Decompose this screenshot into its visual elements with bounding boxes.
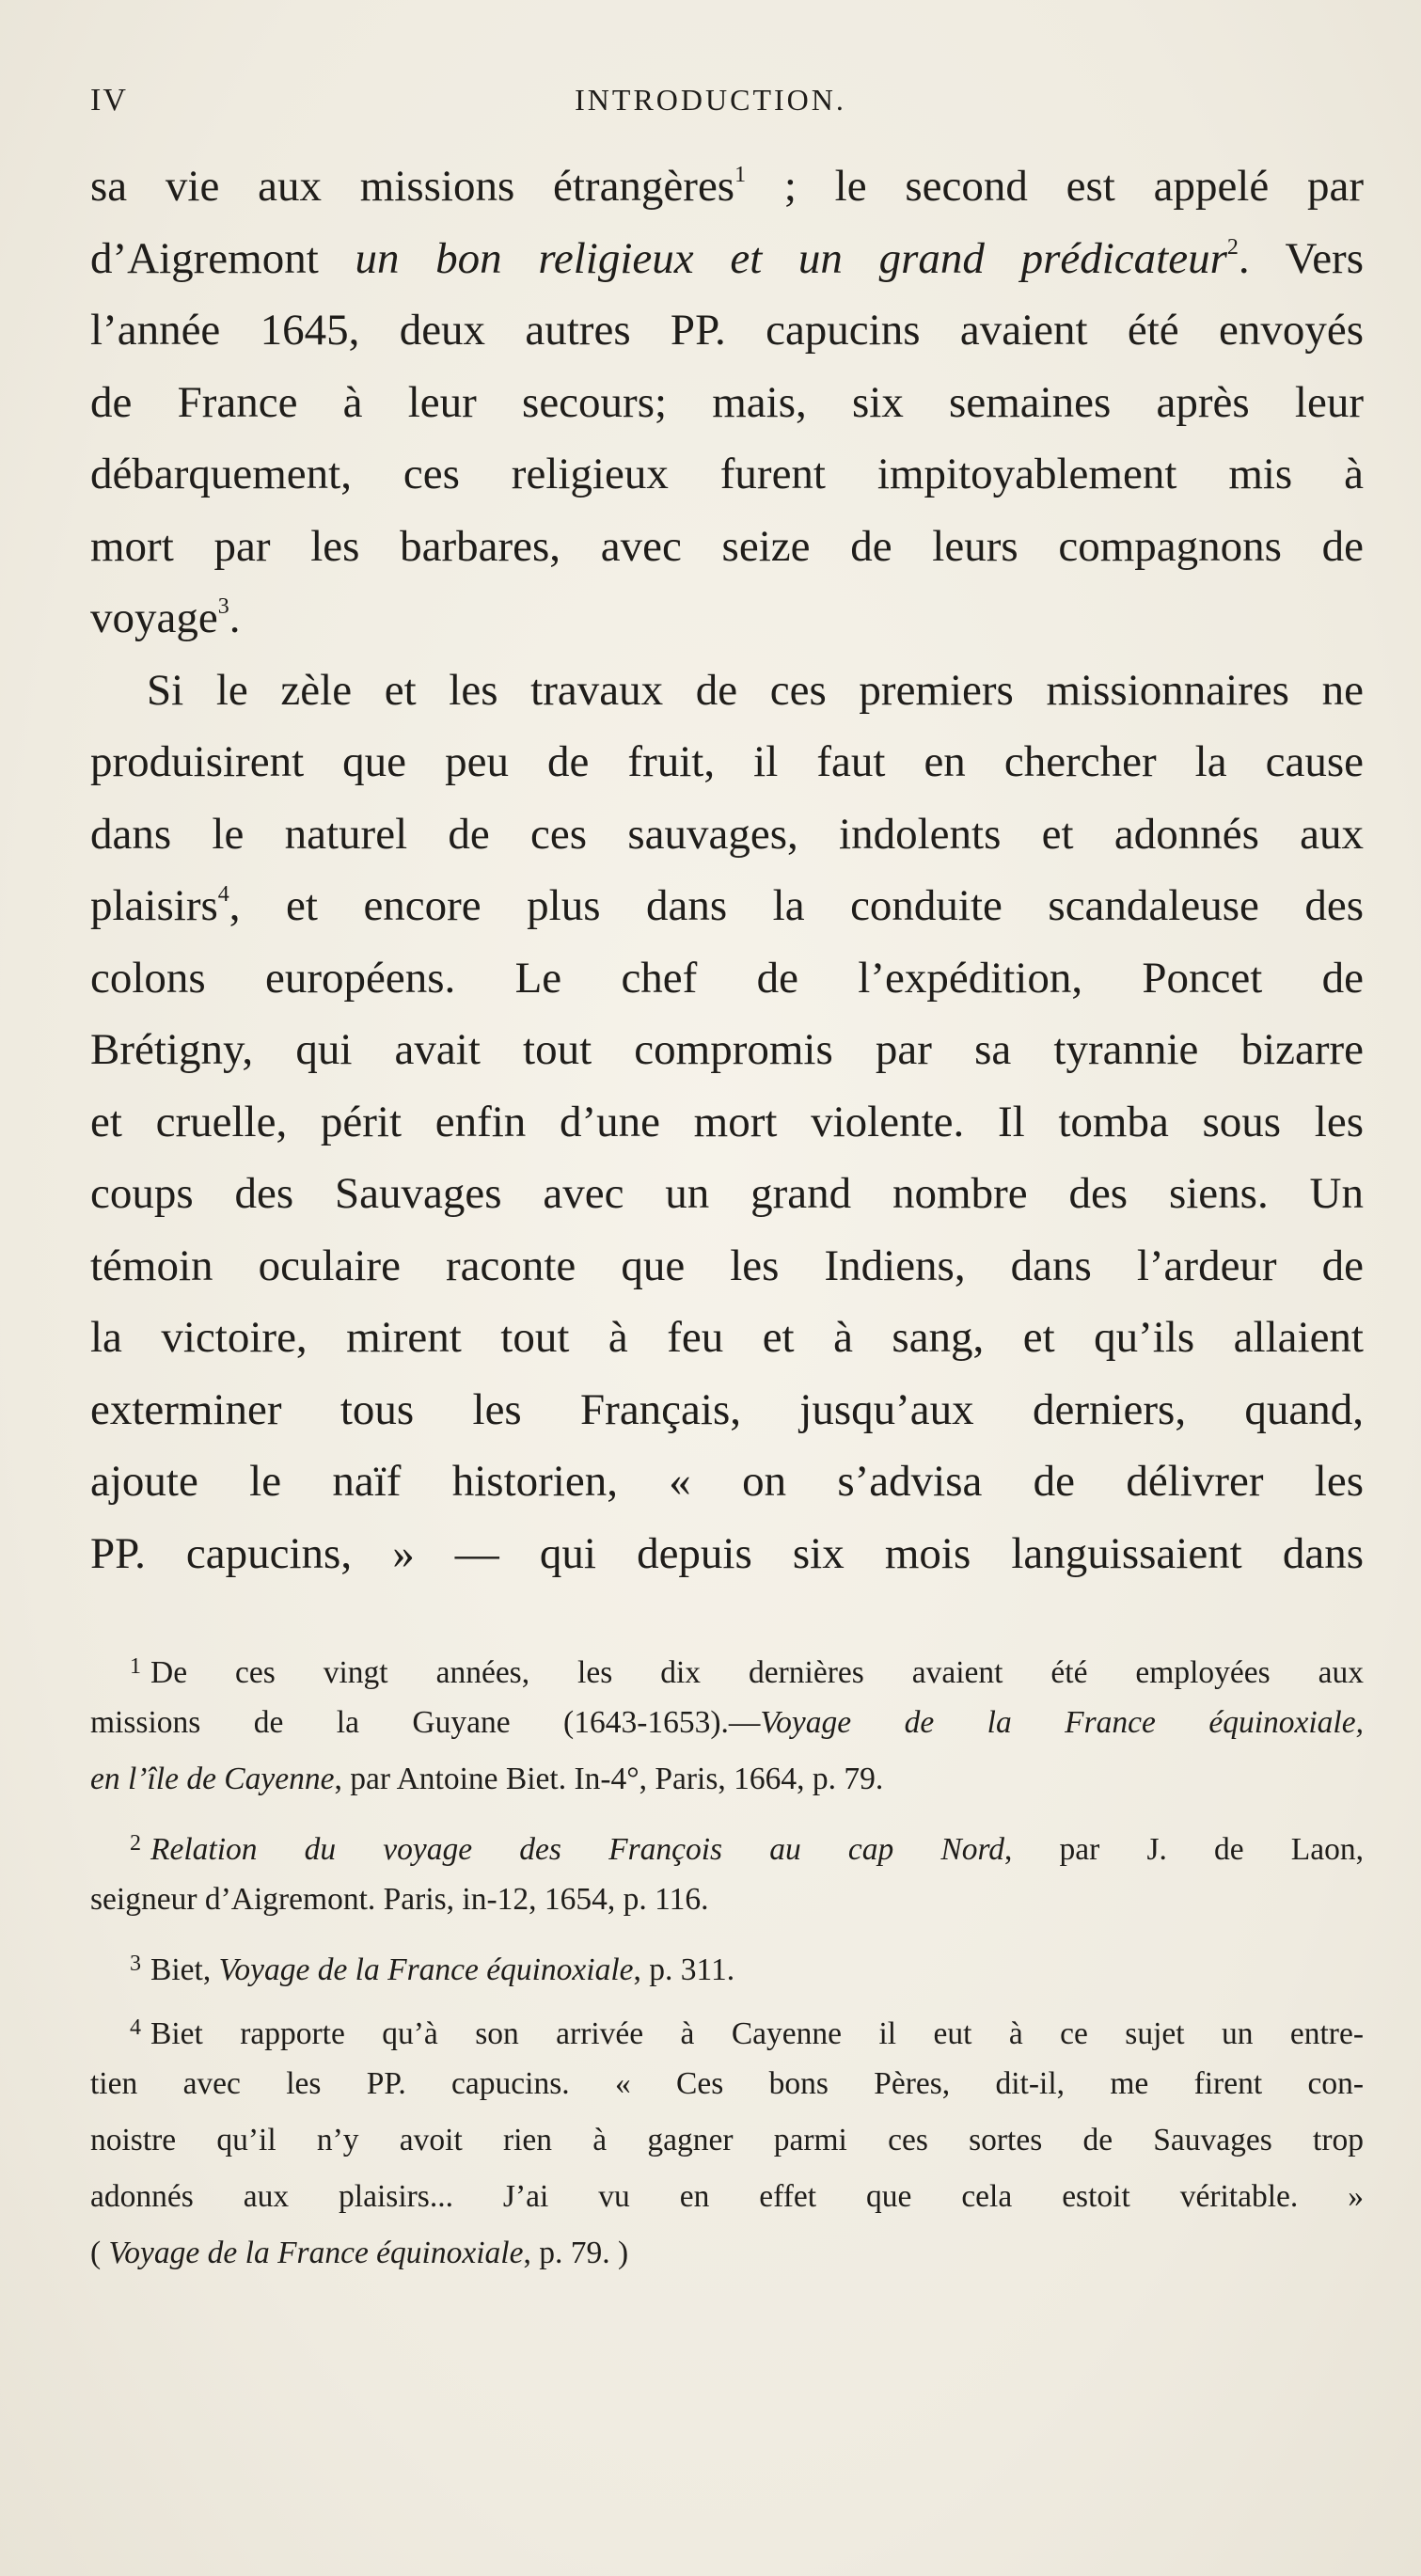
footnote-ref: 4: [217, 882, 229, 907]
text-line: PP. capucins, » — qui depuis six mois languissaient dans: [90, 1528, 1364, 1578]
text-line: produisirent que peu de fruit, il faut en chercher la cause: [90, 737, 1364, 786]
text-line: Brétigny, qui avait tout compromis par sa tyrannie bizarre: [90, 1025, 1364, 1074]
footnote-line: en l’île de Cayenne, par Antoine Biet. In-4°, Paris, 1664, p. 79.: [90, 1762, 884, 1796]
text-line: d’Aigremont un bon religieux et un grand prédicateur$^2$. Vers: [90, 233, 1364, 283]
text-line: la victoire, mirent tout à feu et à sang, et qu’ils allaient: [90, 1313, 1364, 1362]
footnotes: [90, 1638, 1364, 2282]
text-line: l’année 1645, deux autres PP. capucins avaient été envoyés: [90, 306, 1364, 355]
main-text: [90, 150, 1364, 1589]
footnote-number: 4: [130, 2015, 141, 2040]
footnote-2: $^2$ Relation du voyage des François au cap Nord, par J. de Laon,: [130, 1831, 1364, 1867]
footnote-line: noistre qu’il n’y avoit rien à gagner parmi ces sortes de Sauvages trop: [90, 2123, 1364, 2157]
footnote-ref: 1: [734, 163, 747, 187]
footnote-line: seigneur d’Aigremont. Paris, in-12, 1654, p. 116.: [90, 1882, 709, 1917]
text-line: sa vie aux missions étrangères$^1$ ; le second est appelé par: [90, 162, 1364, 211]
footnote-line: missions de la Guyane (1643-1653).—Voyage de la France équinoxiale,: [90, 1705, 1364, 1740]
text-line: voyage$^3$.: [90, 593, 241, 642]
footnote-line: tien avec les PP. capucins. « Ces bons Pères, dit-il, me firent con-: [90, 2066, 1364, 2101]
text-line: ajoute le naïf historien, « on s’advisa de délivrer les: [90, 1457, 1364, 1506]
text-line: et cruelle, périt enfin d’une mort violente. Il tomba sous les: [90, 1097, 1364, 1146]
footnote-ref: 2: [1226, 234, 1239, 260]
text-line: Si le zèle et les travaux de ces premiers missionnaires ne: [147, 665, 1364, 715]
footnote-ref: 3: [217, 594, 229, 619]
text-line: mort par les barbares, avec seize de leurs compagnons de: [90, 521, 1364, 571]
text-line: colons européens. Le chef de l’expédition, Poncet de: [90, 953, 1364, 1003]
text-line: plaisirs$^4$, et encore plus dans la conduite scandaleuse des: [90, 881, 1364, 930]
footnote-line: ( Voyage de la France équinoxiale, p. 79. ): [90, 2236, 629, 2270]
page-number: IV: [90, 83, 128, 118]
text-line: dans le naturel de ces sauvages, indolents et adonnés aux: [90, 809, 1364, 859]
text-line: coups des Sauvages avec un grand nombre des siens. Un: [90, 1169, 1364, 1218]
footnote-number: 1: [130, 1654, 141, 1679]
text-line: débarquement, ces religieux furent impitoyablement mis à: [90, 450, 1364, 498]
footnote-3: $^3$ Biet, Voyage de la France équinoxiale, p. 311.: [130, 1952, 735, 1987]
text-line: témoin oculaire raconte que les Indiens, dans l’ardeur de: [90, 1241, 1364, 1290]
page-header: [0, 83, 1421, 130]
footnote-line: adonnés aux plaisirs... J’ai vu en effet que cela estoit véritable. »: [90, 2179, 1364, 2214]
text-line: exterminer tous les Français, jusqu’aux derniers, quand,: [90, 1384, 1364, 1434]
footnote-number: 3: [130, 1952, 141, 1976]
footnote-1: $^1$ De ces vingt années, les dix dernières avaient été employées aux: [130, 1654, 1364, 1690]
footnote-4: $^4$ Biet rapporte qu’à son arrivée à Cayenne il eut à ce sujet un entre-: [130, 2015, 1364, 2051]
footnote-number: 2: [130, 1831, 141, 1856]
text-line: de France à leur secours; mais, six semaines après leur: [90, 377, 1364, 427]
running-title: INTRODUCTION.: [575, 83, 846, 117]
